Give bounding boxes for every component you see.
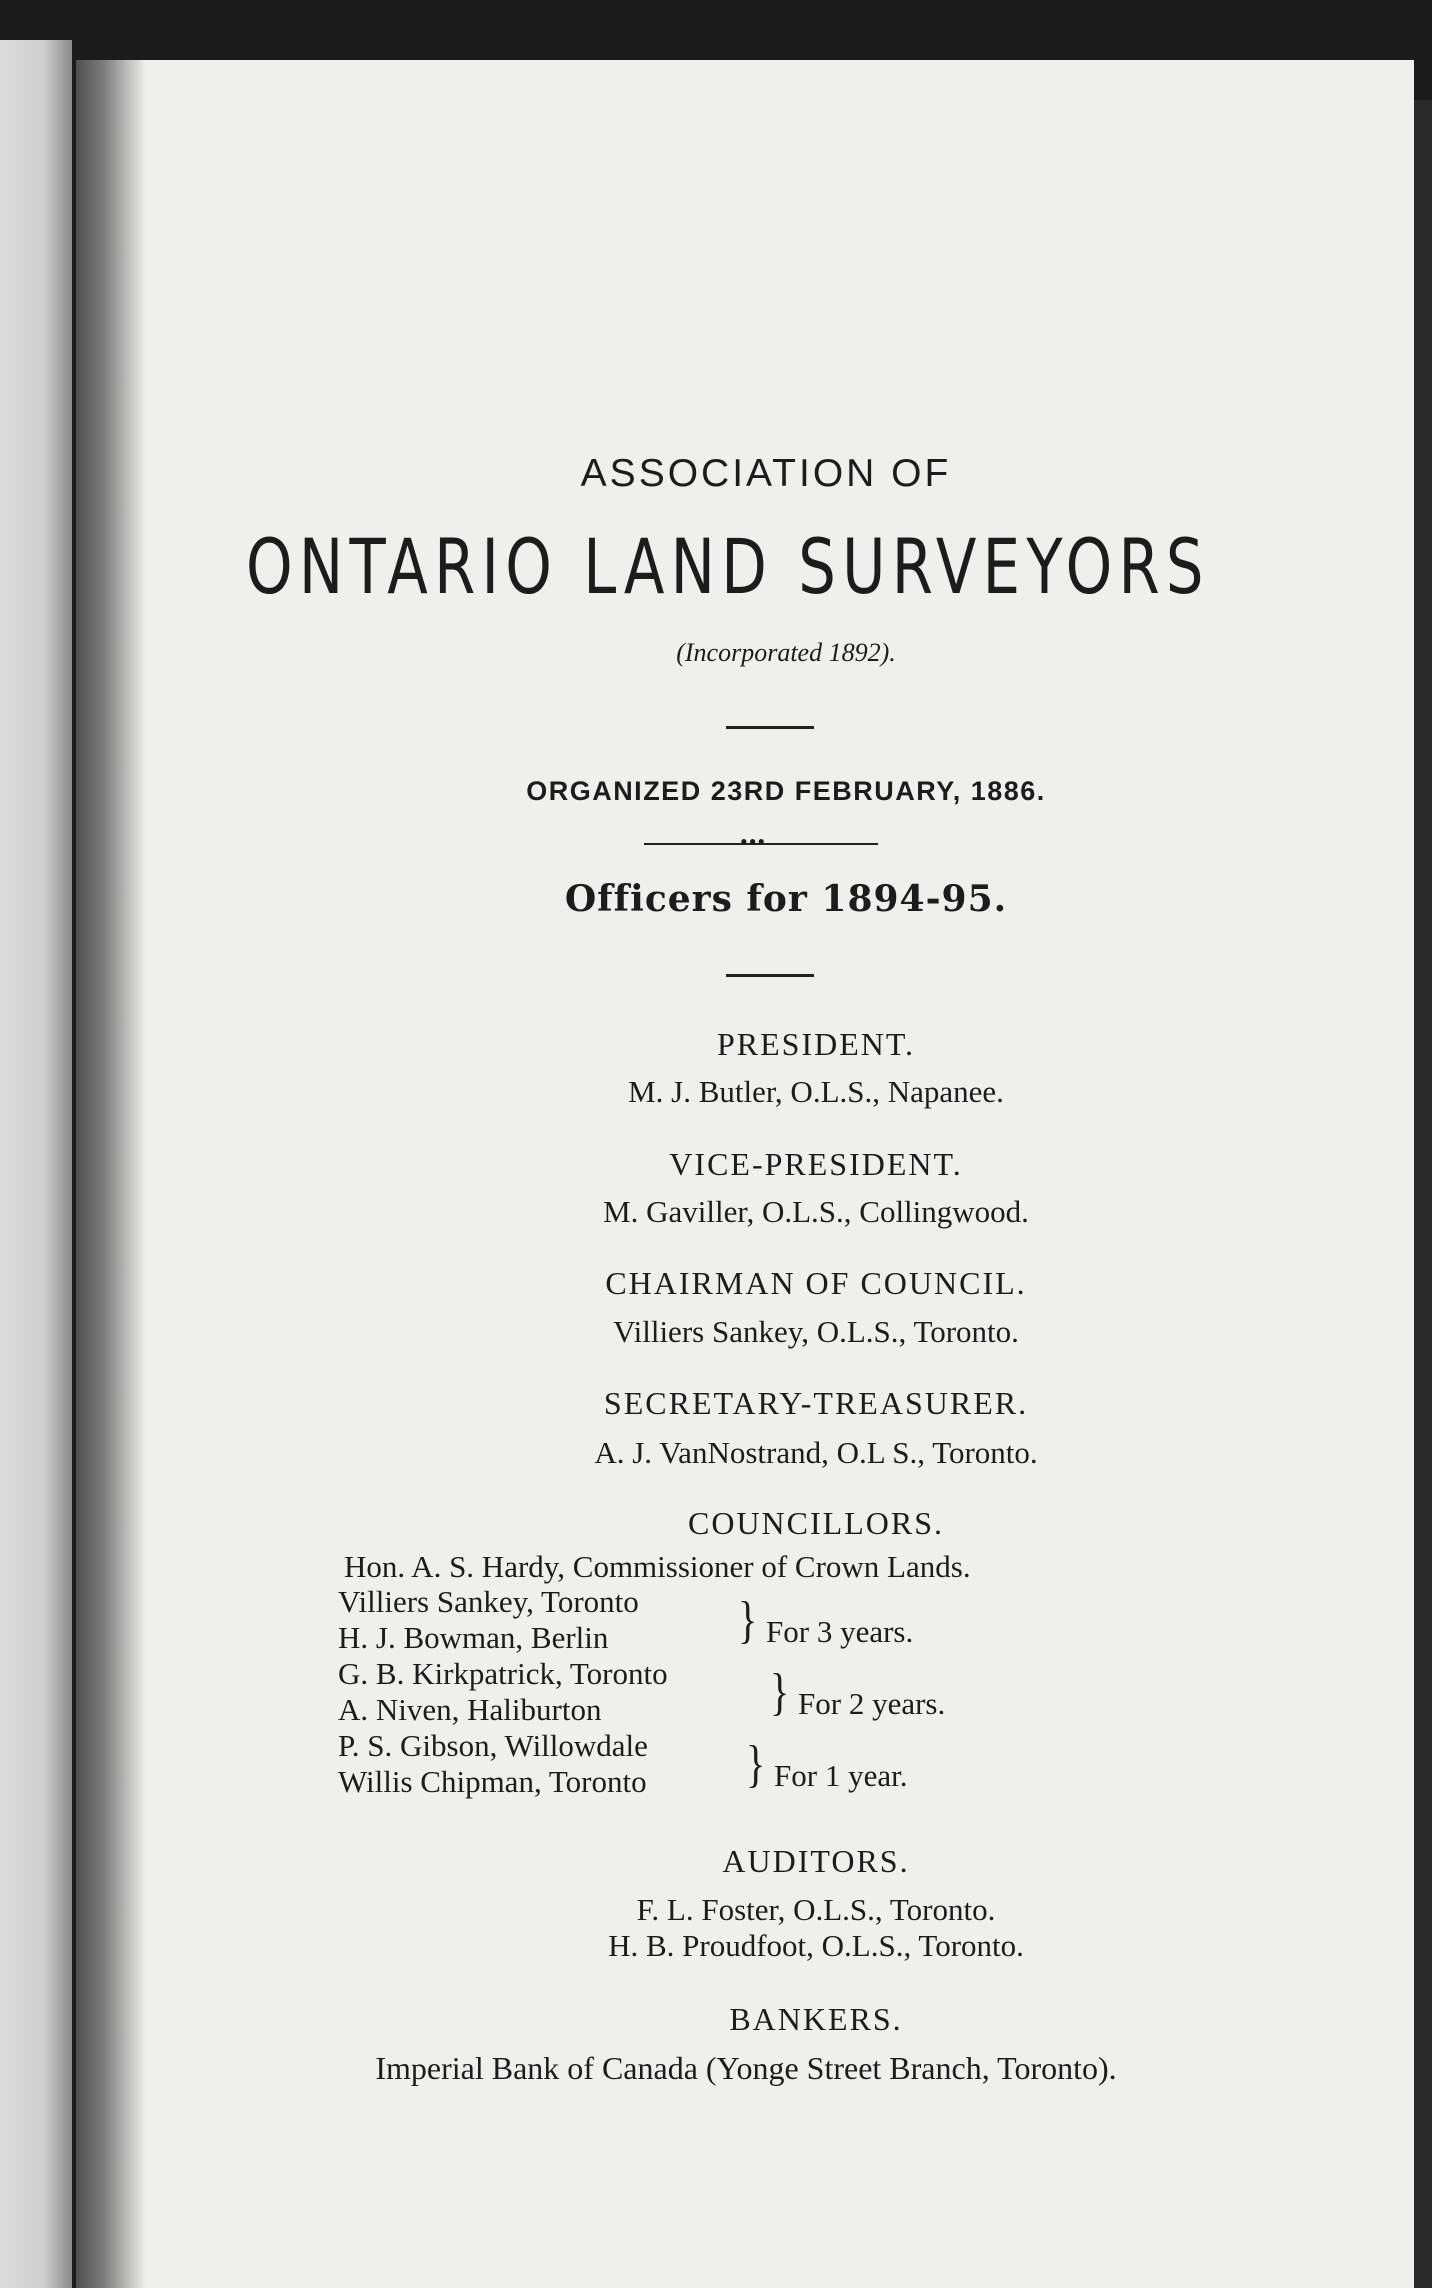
president-heading: PRESIDENT. — [716, 1026, 916, 1062]
term-3-years: For 3 years. — [766, 1614, 914, 1649]
councillor-name: H. J. Bowman, Berlin — [338, 1620, 609, 1655]
incorporated-note: (Incorporated 1892). — [676, 638, 896, 667]
term-2-years: For 2 years. — [798, 1686, 946, 1721]
association-of-heading: ASSOCIATION OF — [580, 452, 952, 495]
brace-2-years: } — [770, 1662, 790, 1721]
vice-president-name: M. Gaviller, O.L.S., Collingwood. — [603, 1194, 1029, 1229]
banker-name: Imperial Bank of Canada (Yonge Street Branch, Toronto). — [375, 2050, 1117, 2086]
chairman-heading: CHAIRMAN OF COUNCIL. — [605, 1265, 1027, 1301]
ornament-dots: ••• — [740, 829, 767, 854]
divider-rule-1 — [726, 726, 814, 729]
bankers-heading: BANKERS. — [729, 2001, 903, 2037]
secretary-heading: SECRETARY-TREASURER. — [603, 1385, 1029, 1421]
councillor-first: Hon. A. S. Hardy, Commissioner of Crown Lands. — [344, 1549, 971, 1584]
organization-title: ONTARIO LAND SURVEYORS — [245, 522, 1210, 611]
vice-president-heading: VICE-PRESIDENT. — [669, 1146, 963, 1182]
president-name: M. J. Butler, O.L.S., Napanee. — [628, 1074, 1004, 1109]
officers-title: Officers for 1894-95. — [564, 878, 1008, 920]
councillor-name: A. Niven, Haliburton — [338, 1692, 602, 1727]
councillor-name: G. B. Kirkpatrick, Toronto — [338, 1656, 668, 1691]
councillor-name: Willis Chipman, Toronto — [338, 1764, 647, 1799]
chairman-name: Villiers Sankey, O.L.S., Toronto. — [613, 1314, 1019, 1349]
auditor-name: H. B. Proudfoot, O.L.S., Toronto. — [608, 1928, 1024, 1963]
councillor-name: P. S. Gibson, Willowdale — [338, 1728, 648, 1763]
councillors-heading: COUNCILLORS. — [687, 1505, 944, 1541]
auditor-name: F. L. Foster, O.L.S., Toronto. — [636, 1892, 996, 1927]
councillor-name: Villiers Sankey, Toronto — [338, 1584, 639, 1619]
divider-rule-2 — [726, 974, 814, 977]
organized-date: ORGANIZED 23RD FEBRUARY, 1886. — [526, 776, 1046, 806]
auditors-heading: AUDITORS. — [722, 1843, 910, 1879]
term-1-year: For 1 year. — [774, 1758, 908, 1793]
brace-1-year: } — [746, 1734, 766, 1793]
brace-3-years: } — [738, 1590, 758, 1649]
secretary-name: A. J. VanNostrand, O.L S., Toronto. — [594, 1435, 1038, 1470]
